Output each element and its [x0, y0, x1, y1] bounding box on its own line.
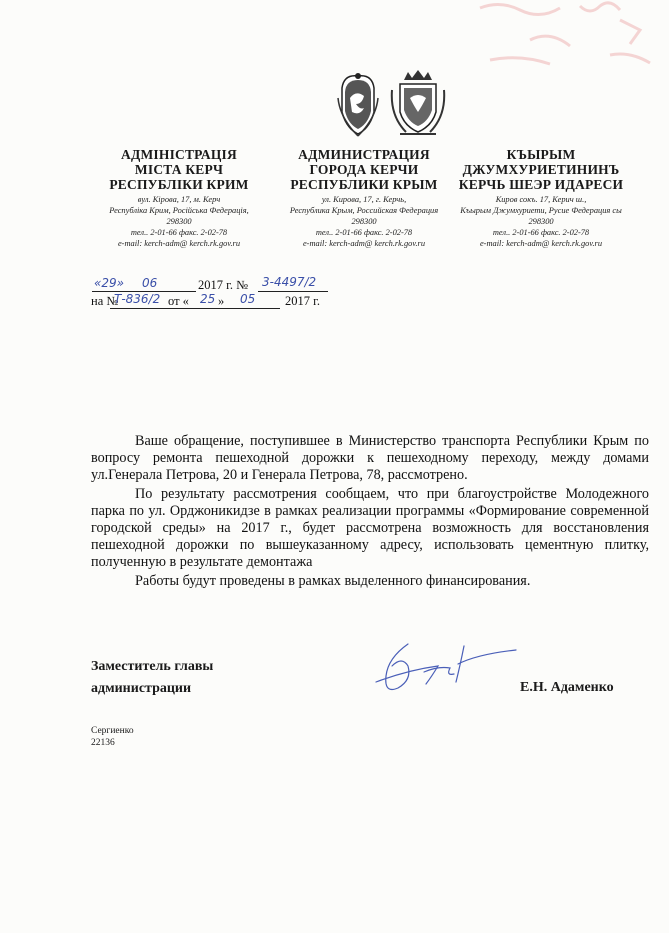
header-russian [275, 147, 453, 249]
paragraph: Ваше обращение, поступившее в Министерство транспорта Республики Крым по вопросу ремонта пешеходной дорожки к пешеходному переходу, между домами ул.Генерала Петрова, 20 и Генерала Петрова, 78, рассмотрено. [91, 433, 649, 483]
org-title: АДМИНИСТРАЦИЯ ГОРОДА КЕРЧИ РЕСПУБЛИКИ КРЫМ [290, 147, 438, 192]
org-address: ул. Кирова, 17, г. Керчь, Республика Крым, Российская Федерация 298300 тел.. 2-01-66 факс. 2-02-78 e-mail: kerch-adm@ kerch.rk.gov.ru [289, 195, 439, 248]
org-address: вул. Кірова, 17, м. Керч Республіка Крим, Російська Федерація, 298300 тел.. 2-01-66 факс. 2-02-78 e-mail: kerch-adm@ kerch.rk.gov.ru [109, 195, 249, 248]
paragraph: Работы будут проведены в рамках выделенного финансирования. [135, 573, 531, 589]
date-day: «29» [94, 276, 125, 290]
ref-year: 2017 г. [285, 294, 320, 308]
org-title: КЪЫРЫМ ДЖУМХУРИЕТИНИНЪ КЕРЧЬ ШЕЭР ИДАРЕСИ [458, 147, 624, 192]
letter-body [91, 433, 649, 590]
handwritten-signature-icon [368, 636, 518, 702]
kerch-emblem-icon [392, 70, 444, 134]
signer-position: Заместитель главы администрации [91, 659, 214, 696]
ref-day: 25 [200, 292, 216, 306]
year-label: 2017 г. № [198, 278, 249, 292]
executor-name: Сергиенко [91, 726, 134, 736]
executor-phone: 22136 [91, 738, 115, 748]
signer-name: Е.Н. Адаменко [520, 680, 614, 695]
outgoing-number: 3-4497/2 [262, 275, 317, 289]
stamp-residue [470, 0, 669, 100]
org-address: Киров сокъ. 17, Керич ш., Къырым Джумхуриети, Русие Федерация сы 298300 тел.. 2-01-66 факс. 2-02-78 e-mail: kerch-adm@ kerch.rk.gov.ru [460, 195, 622, 248]
ref-close: » [218, 294, 225, 308]
org-title: АДМІНІСТРАЦІЯ МІСТА КЕРЧ РЕСПУБЛІКИ КРИМ [109, 147, 249, 192]
ref-from: от « [168, 294, 189, 308]
crimea-emblem-icon [338, 73, 378, 136]
date-month: 06 [142, 276, 158, 290]
header-crimean-tatar [452, 147, 630, 249]
ref-number: Т-836/2 [114, 292, 161, 306]
paragraph: По результату рассмотрения сообщаем, что при благоустройстве Молодежного парка по ул. Орджоникидзе в рамках реализации программы «Формирование современной городской среды» на 2017 г., будет рассмотрена возможность для восстановления пешеходной дорожки по вышеуказанному адресу, использовать цементную плитку, полученную в результате демонтажа [91, 486, 649, 570]
header-ukrainian [90, 147, 268, 249]
ref-prefix: на № [91, 294, 119, 308]
executor-info [91, 725, 134, 749]
coat-of-arms-emblems [336, 68, 446, 140]
ref-month: 05 [240, 292, 256, 306]
